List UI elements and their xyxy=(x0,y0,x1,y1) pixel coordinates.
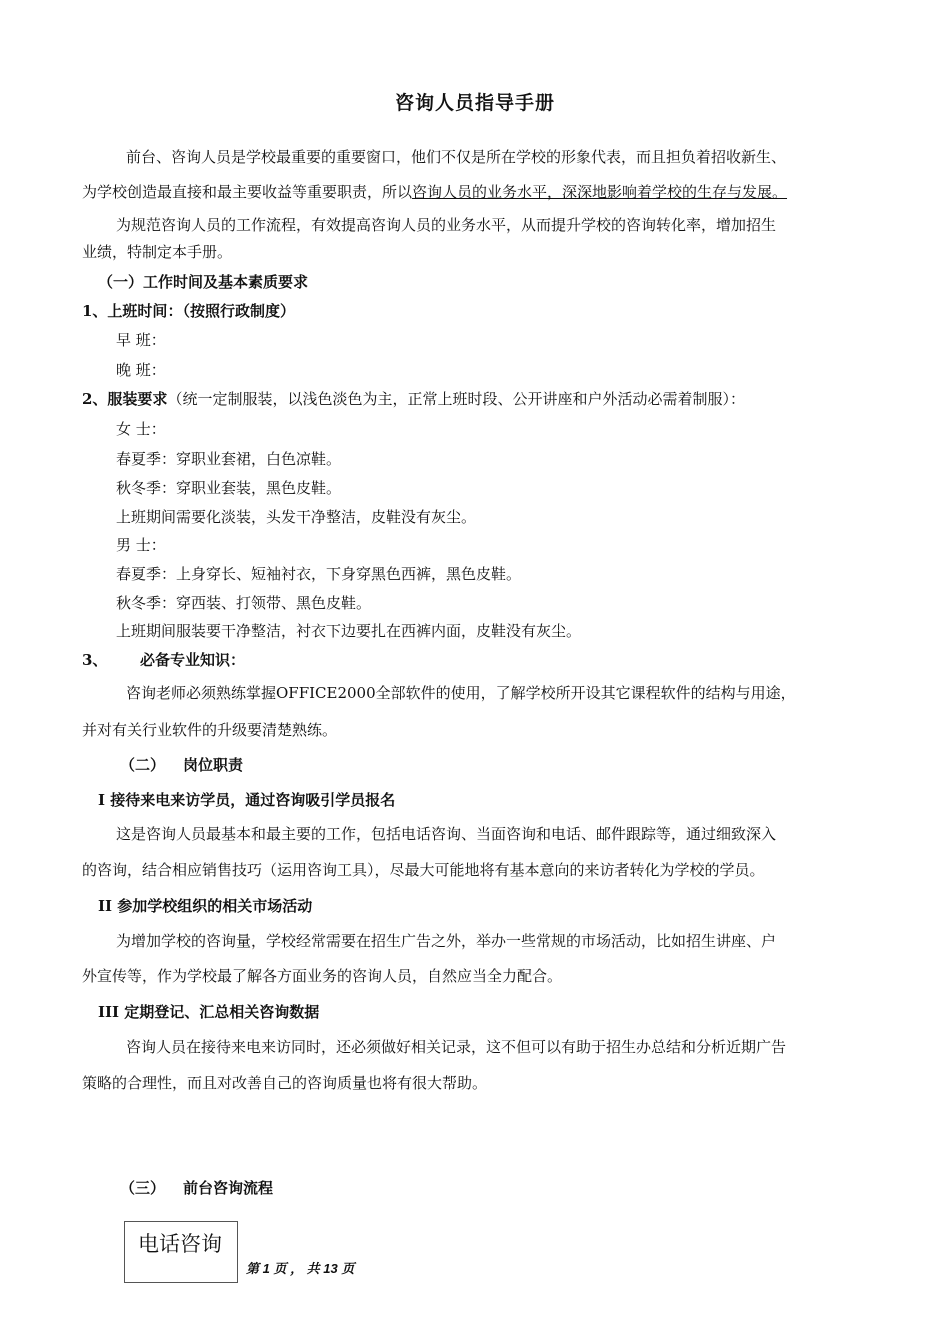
duty-1-heading: I 接待来电来访学员，通过咨询吸引学员报名 xyxy=(98,791,396,809)
male-spring-summer: 春夏季：上身穿长、短袖衬衣，下身穿黑色西裤，黑色皮鞋。 xyxy=(116,565,522,583)
duty-3-line-1: 咨询人员在接待来电来访同时，还必须做好相关记录，这不但可以有助于招生办总结和分析近期广告 xyxy=(126,1038,787,1056)
item-3-number: 3、 xyxy=(82,651,108,669)
flowchart-box-label: 电话咨询 xyxy=(138,1232,222,1256)
duty-2-heading: II 参加学校组织的相关市场活动 xyxy=(98,897,313,915)
male-note: 上班期间服装要干净整洁，衬衣下边要扎在西裤内面，皮鞋没有灰尘。 xyxy=(116,622,582,640)
duty-2-line-2: 外宣传等，作为学校最了解各方面业务的咨询人员，自然应当全力配合。 xyxy=(82,967,563,985)
intro-plain-text: 为学校创造最直接和最主要收益等重要职责，所以 xyxy=(82,183,413,201)
female-note: 上班期间需要化淡装，头发干净整洁，皮鞋没有灰尘。 xyxy=(116,508,477,526)
duty-1-line-1: 这是咨询人员最基本和最主要的工作，包括电话咨询、当面咨询和电话、邮件跟踪等，通过细致深入 xyxy=(116,825,777,843)
section-2-heading: 岗位职责 xyxy=(183,756,244,774)
item-2-heading xyxy=(82,389,745,409)
item-1-heading: 1、上班时间：（按照行政制度） xyxy=(82,302,295,320)
male-autumn-winter: 秋冬季：穿西装、打领带、黑色皮鞋。 xyxy=(116,594,372,612)
morning-shift: 早 班： xyxy=(116,331,166,349)
section-1-heading: （一）工作时间及基本素质要求 xyxy=(98,273,309,291)
female-label: 女 士： xyxy=(116,420,166,438)
intro-paragraph-1-line-1: 前台、咨询人员是学校最重要的重要窗口，他们不仅是所在学校的形象代表，而且担负着招收新生、 xyxy=(126,148,787,166)
female-spring-summer: 春夏季：穿职业套裙，白色凉鞋。 xyxy=(116,450,342,468)
duty-1-line-2: 的咨询，结合相应销售技巧（运用咨询工具），尽最大可能地将有基本意向的来访者转化为学校的学员。 xyxy=(82,861,765,879)
item-3-line-1: 咨询老师必须熟练掌握OFFICE2000全部软件的使用，了解学校所开设其它课程软件的结构与用途， xyxy=(126,684,796,702)
item-2-heading-note: （统一定制服装，以浅色淡色为主，正常上班时段、公开讲座和户外活动必需着制服）： xyxy=(167,390,745,408)
section-3-heading: 前台咨询流程 xyxy=(183,1179,274,1197)
intro-underlined-text: 咨询人员的业务水平，深深地影响着学校的生存与发展。 xyxy=(412,183,788,201)
document-title: 咨询人员指导手册 xyxy=(394,92,555,114)
item-2-heading-bold: 2、服装要求 xyxy=(82,390,168,408)
page-footer: 第 1 页 ， 共 13 页 xyxy=(246,1261,355,1276)
section-3-number: （三） xyxy=(120,1179,166,1197)
item-3-heading: 必备专业知识： xyxy=(140,651,246,669)
duty-3-heading: III 定期登记、汇总相关咨询数据 xyxy=(98,1003,320,1021)
intro-paragraph-2-line-1: 为规范咨询人员的工作流程，有效提高咨询人员的业务水平，从而提升学校的咨询转化率，增加招生 xyxy=(116,216,777,234)
male-label: 男 士： xyxy=(116,536,166,554)
section-2-number: （二） xyxy=(120,756,166,774)
intro-paragraph-2-line-2: 业绩，特制定本手册。 xyxy=(82,243,233,261)
evening-shift: 晚 班： xyxy=(116,361,166,379)
item-3-line-2: 并对有关行业软件的升级要清楚熟练。 xyxy=(82,721,338,739)
flowchart-box-phone-consultation xyxy=(124,1221,238,1283)
duty-3-line-2: 策略的合理性，而且对改善自己的咨询质量也将有很大帮助。 xyxy=(82,1074,488,1092)
female-autumn-winter: 秋冬季：穿职业套装，黑色皮鞋。 xyxy=(116,479,342,497)
intro-paragraph-1-line-2 xyxy=(82,182,787,202)
duty-2-line-1: 为增加学校的咨询量，学校经常需要在招生广告之外，举办一些常规的市场活动，比如招生讲座、户 xyxy=(116,932,777,950)
